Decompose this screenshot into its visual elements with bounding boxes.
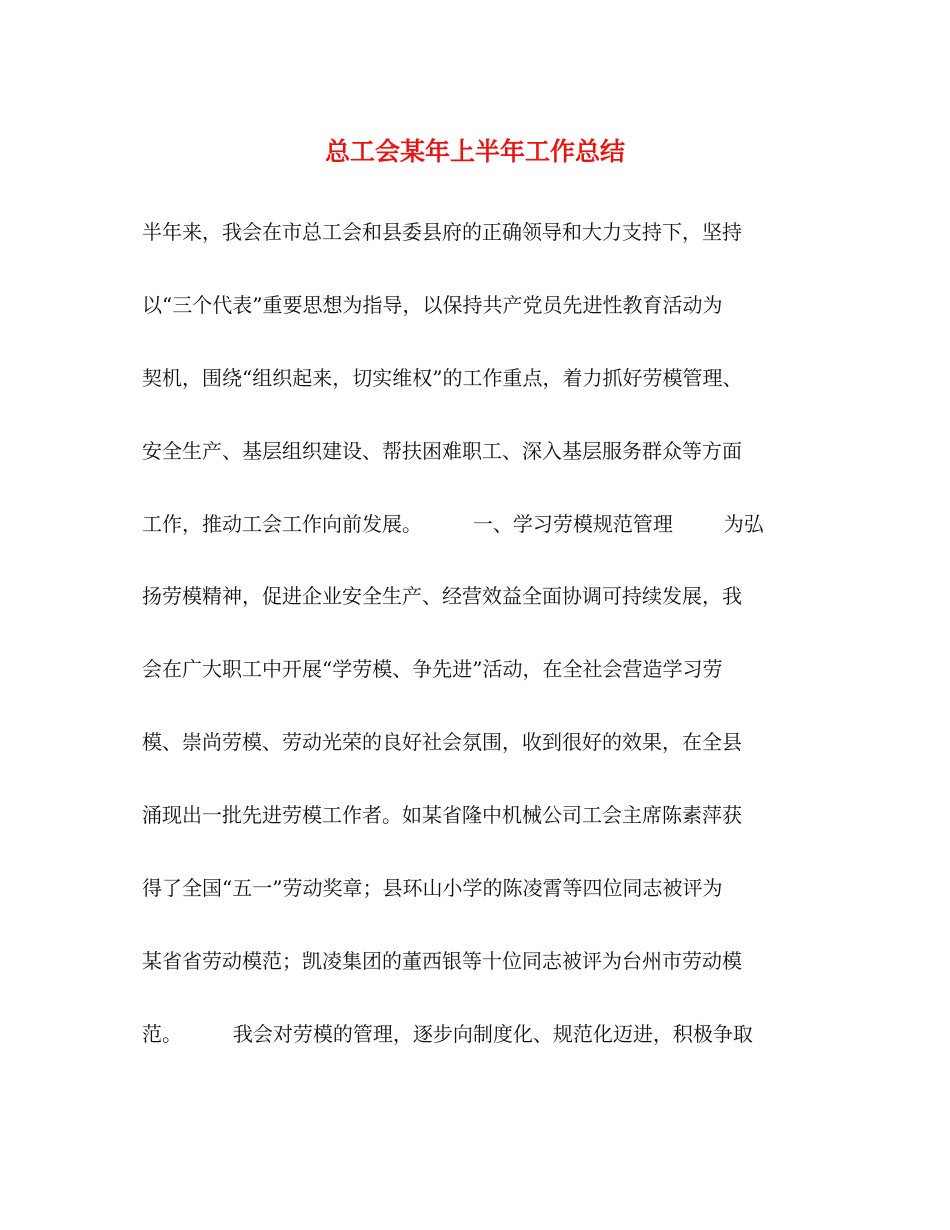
document-title: 总工会某年上半年工作总结 bbox=[324, 137, 625, 166]
body-line-4: 安全生产、基层组织建设、帮扶困难职工、深入基层服务群众等方面 bbox=[142, 438, 742, 463]
body-line-2: 以“三个代表”重要思想为指导，以保持共产党员先进性教育活动为 bbox=[142, 292, 723, 317]
body-line-8: 模、崇尚劳模、劳动光荣的良好社会氛围，收到很好的效果，在全县 bbox=[142, 730, 742, 755]
body-line-7: 会在广大职工中开展“学劳模、争先进”活动，在全社会营造学习劳 bbox=[142, 657, 723, 682]
body-line-11: 某省省劳动模范；凯凌集团的董西银等十位同志被评为台州市劳动模 bbox=[142, 948, 742, 973]
body-line-12: 范。 我会对劳模的管理，逐步向制度化、规范化迈进，积极争取 bbox=[142, 1021, 753, 1046]
body-line-10: 得了全国“五一”劳动奖章；县环山小学的陈凌霄等四位同志被评为 bbox=[142, 876, 723, 901]
body-line-5: 工作，推动工会工作向前发展。 一、学习劳模规范管理 为弘 bbox=[142, 511, 764, 536]
body-line-9: 涌现出一批先进劳模工作者。如某省隆中机械公司工会主席陈素萍获 bbox=[142, 803, 742, 828]
body-line-6: 扬劳模精神，促进企业安全生产、经营效益全面协调可持续发展，我 bbox=[142, 584, 742, 609]
body-line-3: 契机，围绕“组织起来，切实维权”的工作重点，着力抓好劳模管理、 bbox=[142, 365, 743, 390]
body-line-1: 半年来，我会在市总工会和县委县府的正确领导和大力支持下，坚持 bbox=[142, 220, 742, 244]
document-body bbox=[142, 212, 822, 1087]
